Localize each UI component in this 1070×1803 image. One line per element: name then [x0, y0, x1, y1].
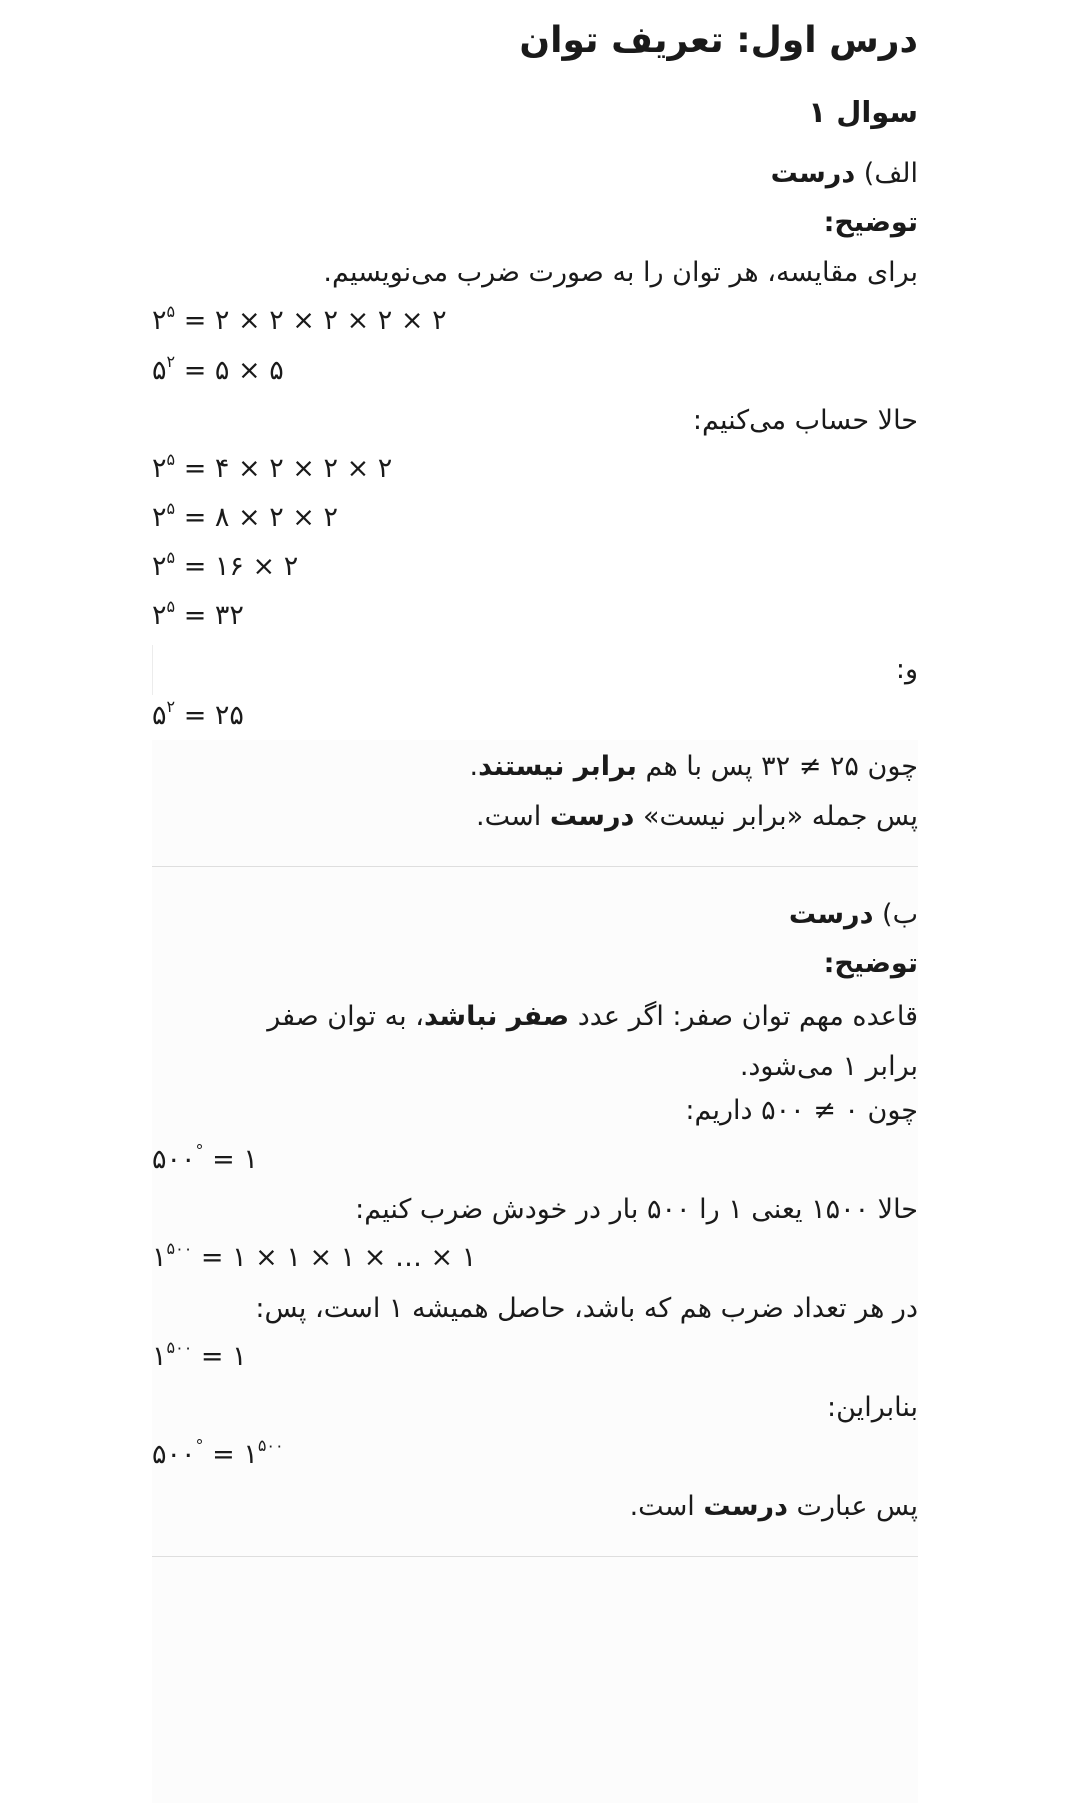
math-expansion-1: [152, 301, 447, 341]
lesson-page: [152, 0, 918, 1803]
math-eq-4: [152, 1435, 284, 1475]
now-line: حالا ۱۵۰۰ یعنی ۱ را ۵۰۰ بار در خودش ضرب کنیم:: [355, 1194, 918, 1225]
part-b-answer: درست: [788, 899, 874, 930]
math-rhs: = ۱: [212, 1439, 258, 1470]
math-exponent: °: [195, 1436, 204, 1455]
always-line: در هر تعداد ضرب هم که باشد، حاصل همیشه ۱ است، پس:: [255, 1293, 918, 1324]
math-exponent: ۵: [166, 499, 176, 518]
math-step-2: [152, 498, 338, 538]
math-base: ۵۰۰: [152, 1144, 196, 1175]
math-rhs: = ۱: [212, 1144, 258, 1175]
part-a-header: [771, 154, 918, 194]
compute-label: حالا حساب می‌کنیم:: [692, 405, 918, 436]
conclusion-text: است.: [476, 801, 550, 832]
conclusion-text: چون ۲۵ ≠ ۳۲ پس با هم: [636, 751, 918, 782]
math-rhs: = ۳۲: [183, 600, 244, 631]
conclusion-bold: درست: [549, 801, 635, 832]
math-rhs: = ۲ × ۲ × ۲ × ۲ × ۲: [183, 305, 447, 336]
math-base: ۵: [152, 355, 167, 386]
math-exponent: ۵۰۰: [257, 1436, 284, 1455]
math-exponent: ۵: [166, 450, 176, 469]
math-exponent: ۵: [166, 597, 176, 616]
math-rhs: = ۵ × ۵: [183, 355, 284, 386]
final-bold: درست: [703, 1491, 788, 1522]
part-b-header: [789, 895, 918, 935]
math-base: ۱: [152, 1341, 167, 1372]
math-expansion-2: [152, 351, 284, 391]
conclusion-bold: برابر نیستند: [478, 751, 637, 782]
section-divider: [152, 1556, 918, 1557]
part-b-label: ب): [882, 899, 918, 930]
section-divider: [152, 866, 918, 867]
math-base: ۵۰۰: [152, 1439, 196, 1470]
math-eq-3: [152, 1337, 247, 1377]
part-a-explanation-label: توضیح:: [823, 207, 918, 238]
math-exponent: ۵۰۰: [166, 1338, 193, 1357]
part-b-explanation-label: توضیح:: [823, 948, 918, 979]
rule-text: قاعده مهم توان صفر: اگر عدد: [569, 1001, 918, 1032]
final-text: است.: [629, 1491, 704, 1522]
zero-power-rule: [238, 992, 918, 1092]
final-conclusion: [630, 1487, 918, 1527]
conclusion-1: [470, 747, 919, 787]
math-rhs: = ۲۵: [183, 700, 244, 731]
math-base: ۵: [152, 700, 167, 731]
math-base: ۲: [152, 453, 167, 484]
conclusion-text: پس جمله «برابر نیست»: [634, 801, 918, 832]
math-eq-1: [152, 1140, 258, 1180]
conclusion-text: .: [469, 751, 479, 782]
part-a-answer: درست: [770, 158, 856, 189]
math-step-4: [152, 596, 244, 636]
math-step-1: [152, 449, 392, 489]
part-a-intro: برای مقایسه، هر توان را به صورت ضرب می‌نویسیم.: [323, 257, 918, 288]
and-label: و:: [895, 654, 918, 685]
part-a-label: الف): [863, 158, 918, 189]
math-eq-2: [152, 1238, 476, 1278]
math-rhs: = ۱۶ × ۲: [183, 551, 299, 582]
math-result-2: [152, 696, 244, 736]
math-rhs: = ۱ × ۱ × ۱ × … × ۱: [200, 1242, 477, 1273]
final-text: پس عبارت: [787, 1491, 918, 1522]
math-step-3: [152, 547, 298, 587]
math-exponent: ۵: [166, 302, 176, 321]
math-base: ۲: [152, 551, 167, 582]
math-base: ۲: [152, 600, 167, 631]
math-rhs: = ۴ × ۲ × ۲ × ۲: [183, 453, 393, 484]
conclusion-2: [476, 797, 918, 837]
lesson-title: درس اول: تعریف توان: [519, 20, 918, 61]
question-title: سوال ۱: [808, 95, 918, 129]
math-rhs: = ۸ × ۲ × ۲: [183, 502, 338, 533]
math-rhs: = ۱: [200, 1341, 247, 1372]
math-base: ۲: [152, 305, 167, 336]
math-exponent: ۵۰۰: [166, 1239, 193, 1258]
math-exponent: ۵: [166, 548, 176, 567]
math-exponent: ۲: [166, 697, 176, 716]
since-line: چون ۰ ≠ ۵۰۰ داریم:: [685, 1095, 918, 1126]
divider: [152, 645, 153, 695]
therefore-label: بنابراین:: [827, 1392, 918, 1423]
math-exponent: °: [195, 1141, 204, 1160]
rule-bold: صفر نباشد: [423, 1001, 570, 1032]
rule-text: ، به توان صفر برابر ۱ می‌شود.: [267, 1001, 918, 1082]
math-exponent: ۲: [166, 352, 176, 371]
math-base: ۲: [152, 502, 167, 533]
math-base: ۱: [152, 1242, 167, 1273]
